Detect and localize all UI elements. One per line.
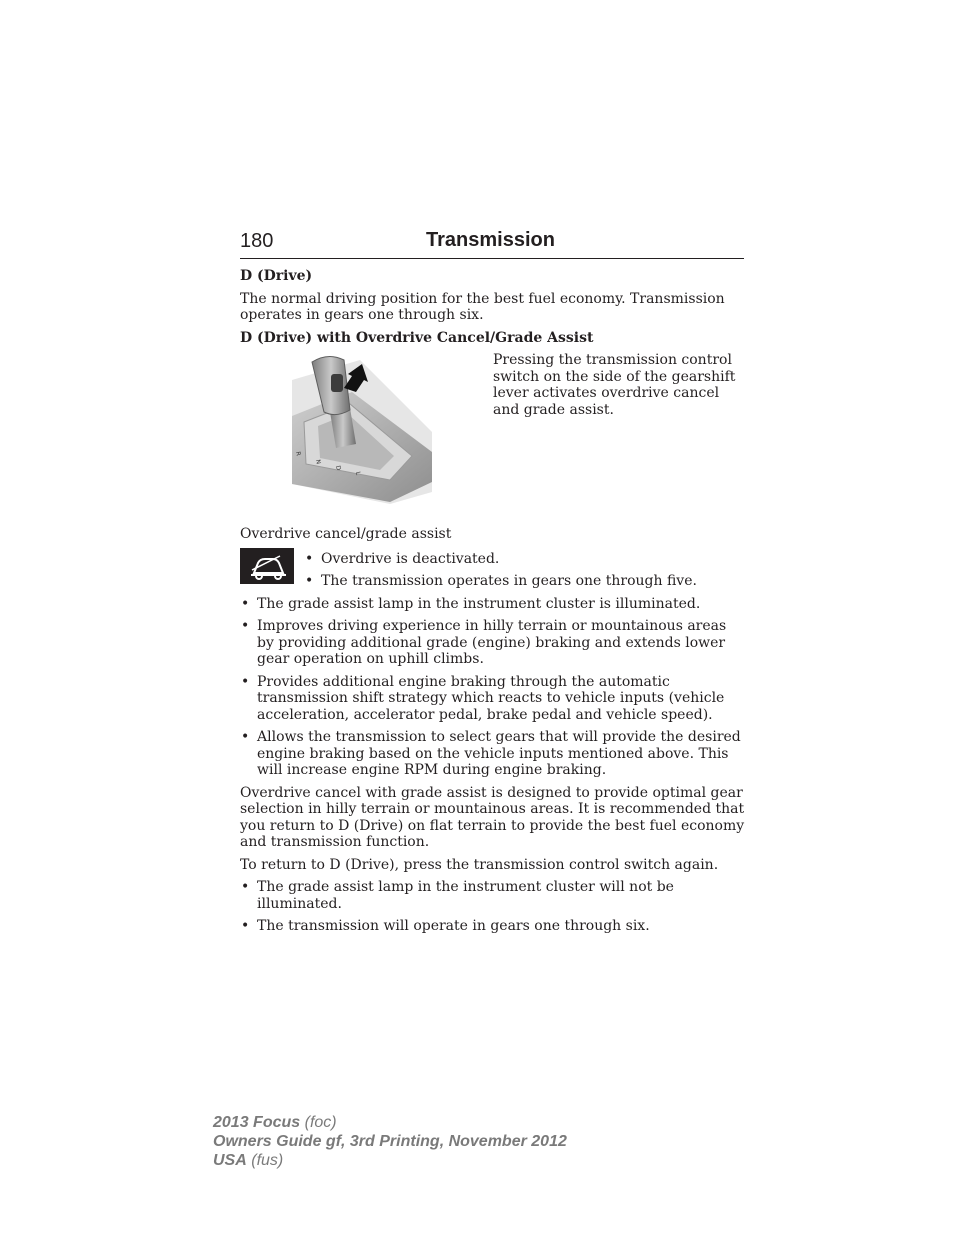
figure-row [240, 352, 746, 512]
footer-printing: Owners Guide gf, 3rd Printing, November 2012 [213, 1133, 567, 1150]
gearshift-image [240, 352, 493, 512]
grade-assist-paragraph: Overdrive cancel with grade assist is designed to provide optimal gear selection in hilly terrain or mountainous areas. It is recommended that you return to D (Drive) on flat terrain to provide the best fuel economy and transmission function. [240, 784, 745, 850]
car-icon [240, 548, 294, 584]
figure-caption: Overdrive cancel/grade assist [240, 526, 452, 542]
bullet-list-return [240, 879, 746, 935]
footer-market: USA [213, 1152, 247, 1169]
footer-market-code: (fus) [251, 1152, 284, 1169]
page-header [240, 228, 744, 259]
footer-model-code: (foc) [304, 1114, 337, 1131]
list-item: • The grade assist lamp in the instrument cluster is illuminated. [240, 596, 746, 613]
list-item: • Improves driving experience in hilly terrain or mountainous areas by providing additional grade (engine) braking and extends lower gear operation on uphill climbs. [240, 618, 746, 668]
list-item: • Overdrive is deactivated. [304, 551, 697, 568]
vehicle-note [240, 551, 746, 596]
list-item: • The transmission will operate in gears one through six. [240, 918, 746, 935]
page-title: Transmission [426, 229, 555, 251]
list-item: • The transmission operates in gears one through five. [304, 573, 697, 590]
list-item: • The grade assist lamp in the instrument cluster will not be illuminated. [240, 879, 746, 912]
page-content [240, 268, 746, 941]
gear-label-r: R [294, 450, 302, 457]
return-paragraph: To return to D (Drive), press the transmission control switch again. [240, 856, 719, 873]
gearshift-illustration [240, 352, 493, 512]
gear-label-n: N [314, 458, 322, 465]
list-item: • Allows the transmission to select gears that will provide the desired engine braking based on the vehicle inputs mentioned above. This will increase engine RPM during engine braking. [240, 729, 746, 779]
gear-label-l: L [354, 470, 362, 476]
section-heading-overdrive: D (Drive) with Overdrive Cancel/Grade Assist [240, 329, 594, 346]
list-item: • Provides additional engine braking through the automatic transmission shift strategy which reacts to vehicle inputs (vehicle acceleration, accelerator pedal, brake pedal and vehicle speed). [240, 674, 746, 724]
page-footer [213, 1113, 567, 1170]
footer-model: 2013 Focus [213, 1114, 301, 1131]
note-list [304, 551, 697, 596]
section-heading-drive: D (Drive) [240, 268, 313, 284]
gear-label-d: D [334, 464, 342, 471]
page-number: 180 [240, 230, 274, 252]
bullet-list [240, 596, 746, 779]
drive-paragraph: The normal driving position for the best fuel economy. Transmission operates in gears one through six. [240, 290, 725, 323]
overdrive-description: Pressing the transmission control switch on the side of the gearshift lever activates overdrive cancel and grade assist. [493, 352, 736, 418]
